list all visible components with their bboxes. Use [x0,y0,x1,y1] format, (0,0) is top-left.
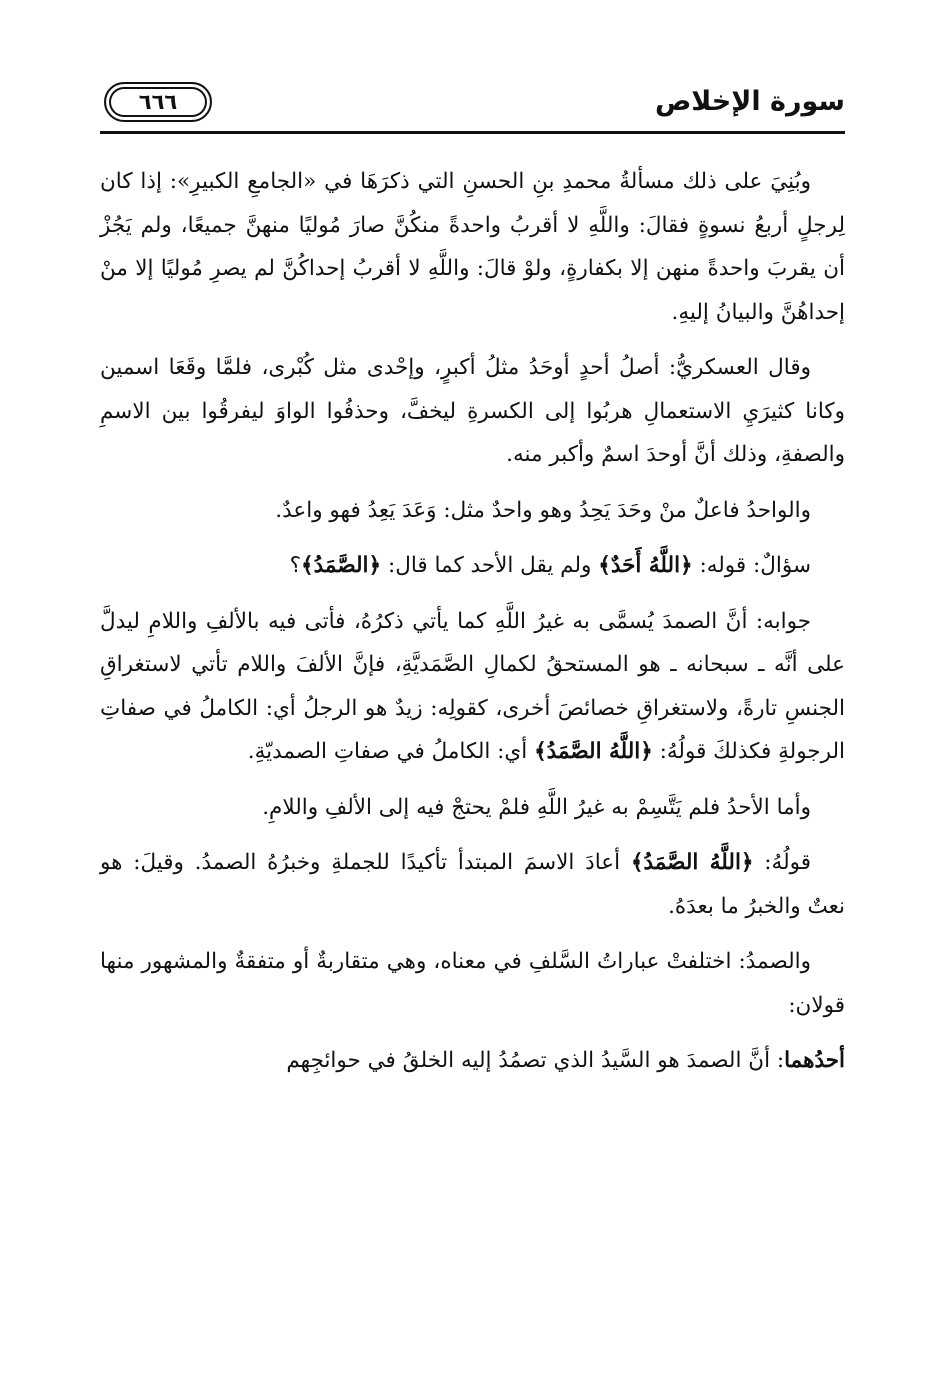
paragraph-5 [100,600,845,774]
surah-title: سورة الإخلاص [654,86,845,117]
paragraph-4 [100,544,845,588]
page-header [100,82,845,126]
quran-quote: ﴿اللَّهُ الصَّمَدُ﴾ [630,850,754,875]
page-body [100,160,845,1095]
paragraph-7 [100,841,845,928]
quran-quote: ﴿الصَّمَدُ﴾ [301,553,382,578]
paragraph-6: وأما الأحدُ فلم يَتَّسِمْ به غيرُ اللَّهِ فلمْ يحتجْ فيه إلى الألفِ واللامِ. [262,794,811,820]
page-number-badge [104,82,212,122]
paragraph-4-text-a: سؤالٌ: قوله: [692,553,811,578]
paragraph-9 [100,1039,845,1083]
paragraph-7-text-a: قولُهُ: [753,850,812,875]
quran-quote: ﴿اللَّهُ الصَّمَدُ﴾ [534,739,653,764]
paragraph-7-text-b: أعادَ الاسمَ المبتدأ تأكيدًا للجملةِ وخبرُهُ الصمدُ. وقيلَ: هو نعتٌ والخبرُ ما بعدَهُ. [100,850,845,919]
page-number: ٦٦٦ [138,90,178,114]
paragraph-9-lead: أحدُهما [784,1048,845,1073]
paragraph-4-text-c: ؟ [289,553,302,578]
paragraph-3: والواحدُ فاعلٌ منْ وحَدَ يَحِدُ وهو واحدٌ مثل: وَعَدَ يَعِدُ فهو واعدٌ. [275,497,811,523]
paragraph-2: وقال العسكريُّ: أصلُ أحدٍ أوحَدُ مثلُ أكبرٍ، وإحْدى مثل كُبْرى، فلمَّا وقَعَا اسمين وكانا كثيرَيِ الاستعمالِ هربُوا إلى الكسرةِ ليخفَّ، وحذفُوا الواوَ ليفرقُوا بين الاسمِ والصفةِ، وذلك أنَّ أوحدَ اسمٌ وأكبر منه. [100,355,845,467]
paragraph-8: والصمدُ: اختلفتْ عباراتُ السَّلفِ في معناه، وهي متقاربةٌ أو متفقةٌ والمشهور منها قولان: [100,949,845,1018]
paragraph-4-text-b: ولم يقل الأحد كما قال: [381,553,599,578]
paragraph-1: وبُنِيَ على ذلك مسألةُ محمدِ بنِ الحسنِ التي ذكرَهَا في «الجامعِ الكبيرِ»: إذا كان لِرجلٍ أربعُ نسوةٍ فقالَ: واللَّهِ لا أقربُ واحدةً منكُنَّ صارَ مُوليًا منهنَّ جميعًا، ولم يَجُزْ أن يقربَ واحدةً منهن إلا بكفارةٍ، ولوْ قالَ: واللَّهِ لا أقربُ إحداكُنَّ لم يصرِ مُوليًا إلا منْ إحداهُنَّ والبيانُ إليهِ. [100,169,845,325]
paragraph-5-text-b: أي: الكاملُ في صفاتِ الصمديّةِ. [247,739,535,764]
quran-quote: ﴿اللَّهُ أَحَدٌ﴾ [598,553,693,578]
paragraph-5-text-a: جوابه: أنَّ الصمدَ يُسمَّى به غيرُ اللَّهِ كما يأتي ذكرُهُ، فأتى فيه بالألفِ واللامِ ليدلَّ على أنَّه ـ سبحانه ـ هو المستحقُ لكمالِ الصَّمَديَّةِ، فإنَّ الألفَ واللام تأتي لاستغراقِ الجنسِ تارةً، ولاستغراقِ خصائصَ أخرى، كقولِه: زيدٌ هو الرجلُ أي: الكاملُ في صفاتِ الرجولةِ فكذلكَ قولُهُ: [100,608,845,764]
paragraph-9-text: : أنَّ الصمدَ هو السَّيدُ الذي تصمُدُ إليه الخلقُ في حوائجِهم [286,1048,785,1073]
header-divider [100,131,845,134]
